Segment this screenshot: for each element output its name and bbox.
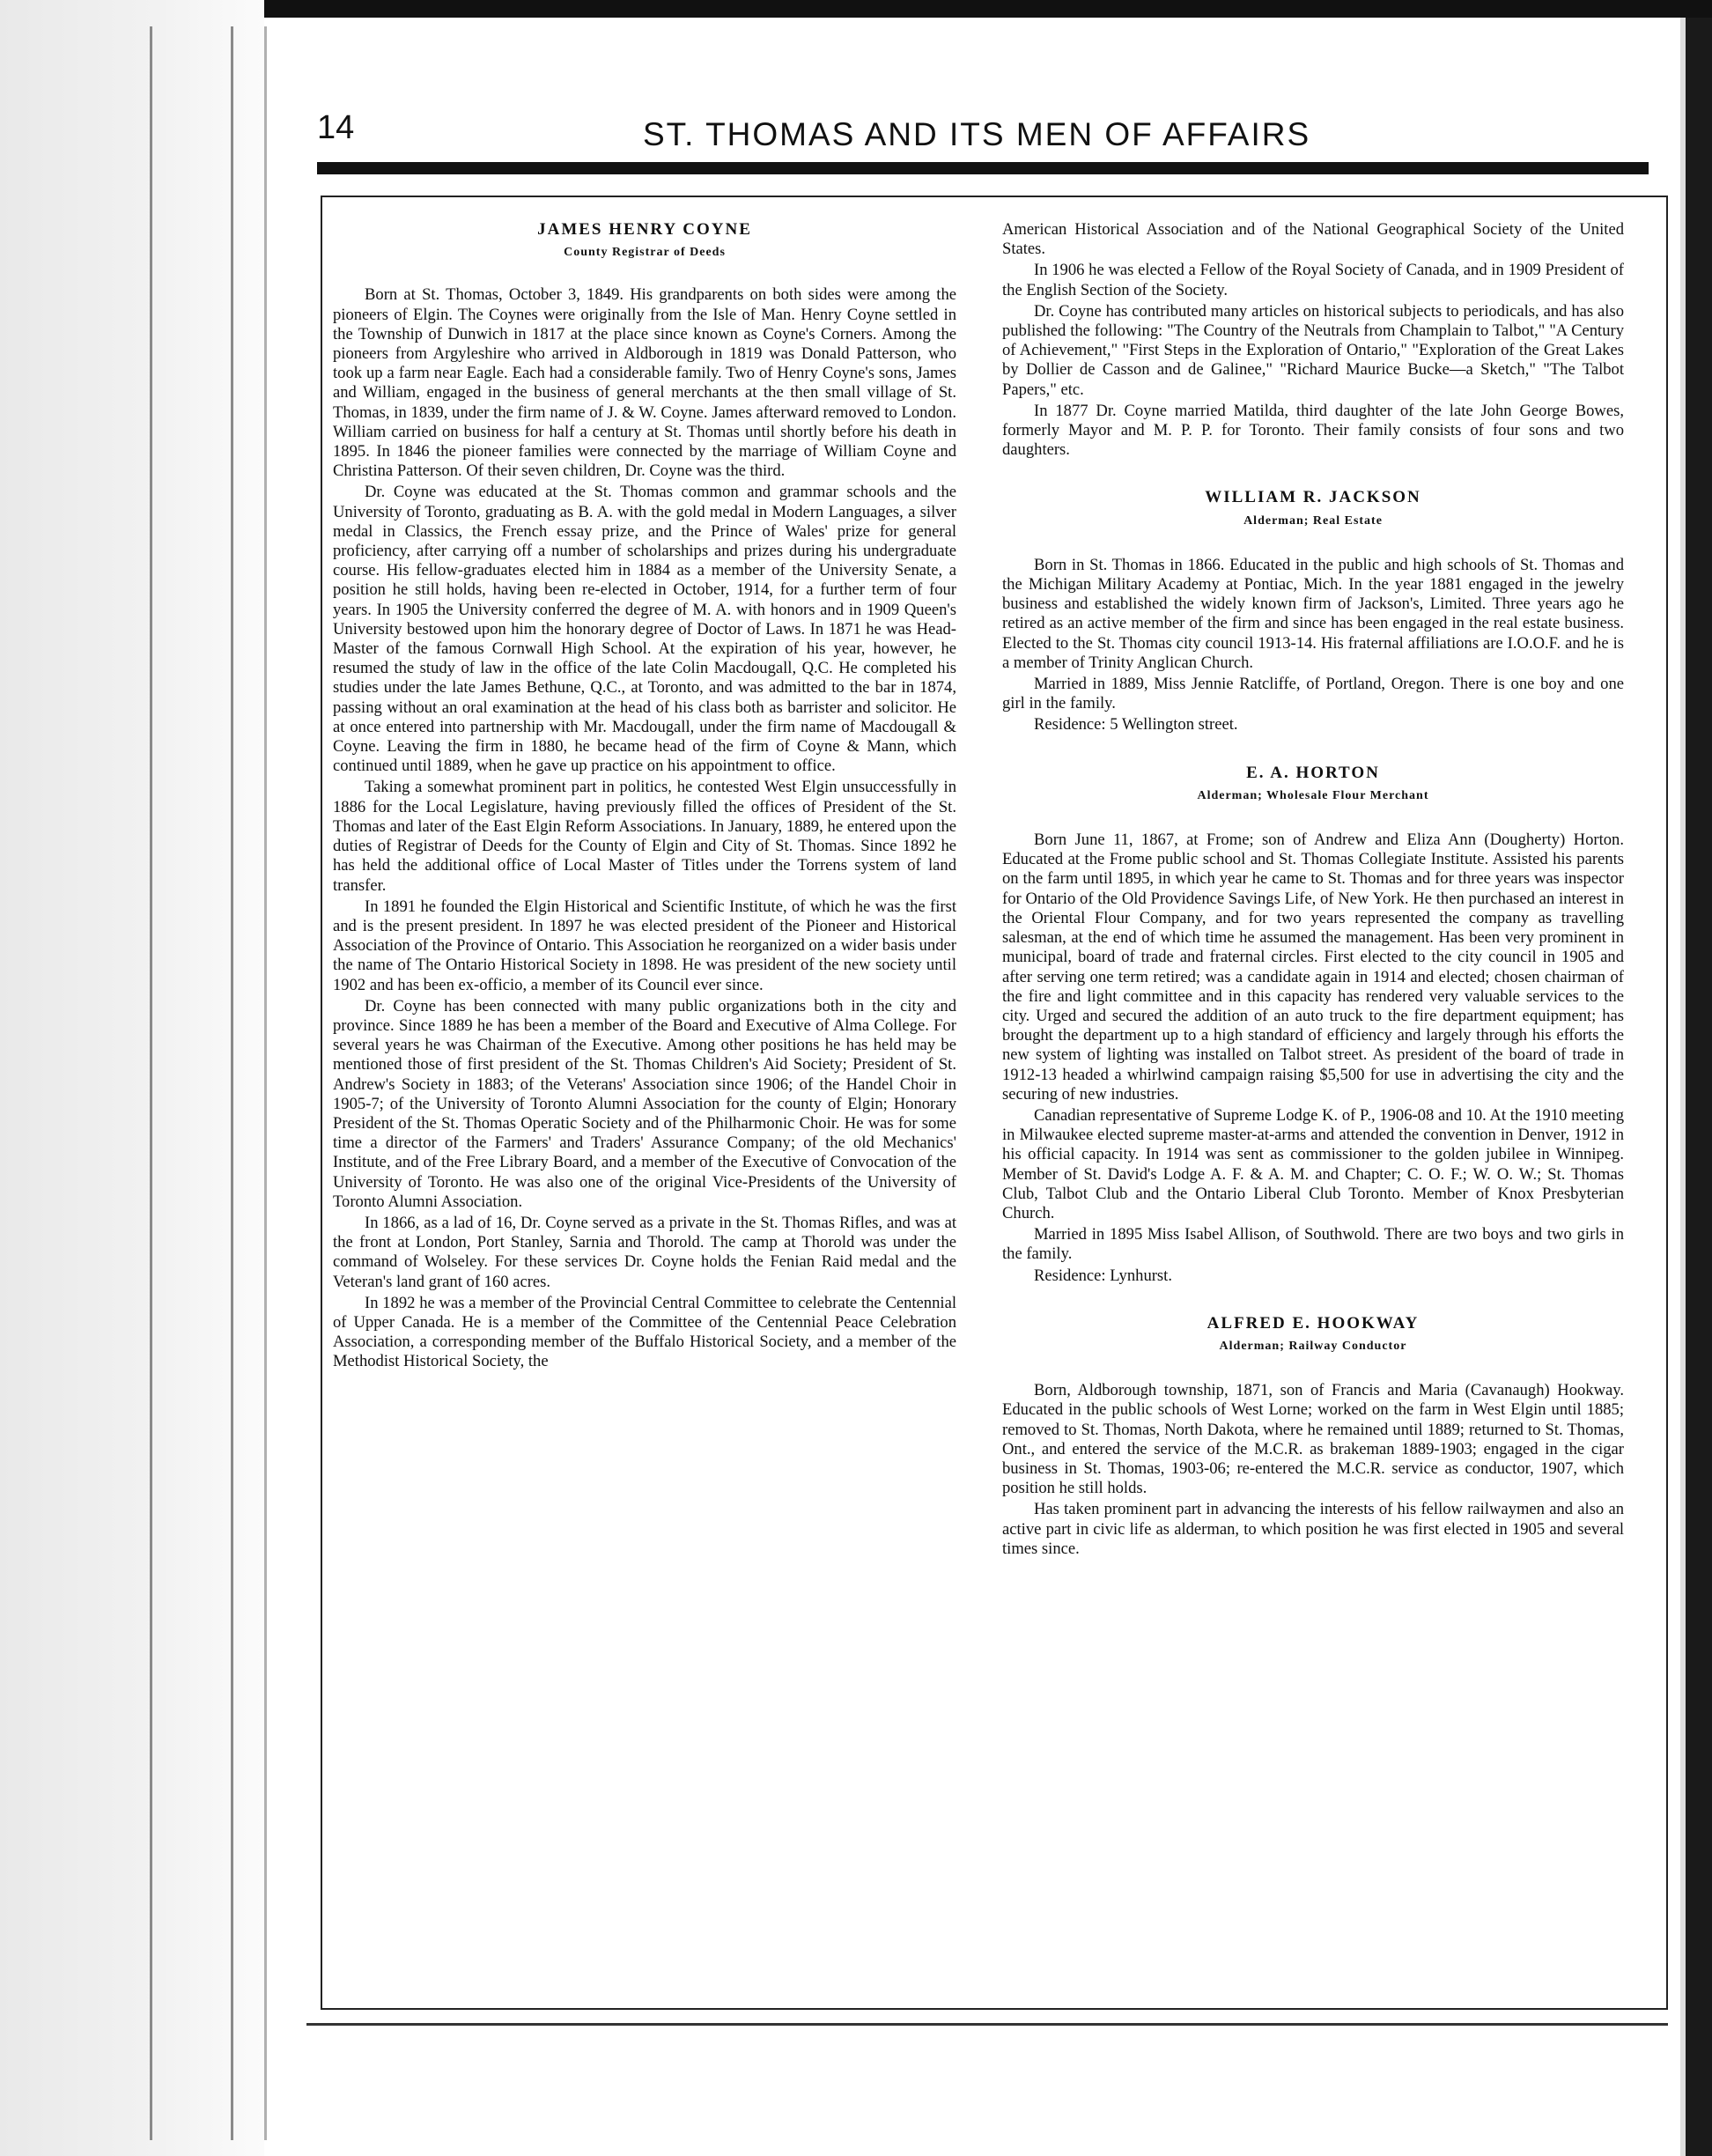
running-title: ST. THOMAS AND ITS MEN OF AFFAIRS: [643, 116, 1311, 152]
hookway-paragraph: Has taken prominent part in advancing the interests of his fellow railwaymen and also an active part in civic life as alderman, to which position he was first elected in 1905 and several times since.: [1002, 1500, 1624, 1558]
coyne-continued-paragraph: Dr. Coyne has contributed many articles on historical subjects to periodicals, and has also published the following: "The Country of the Neutrals from Champlain to Talbot," "A Century of Achievement," "First Steps in the Exploration of Ontario," "Exploration of the Great Lakes by Dollier de Casson and de Galinee," "Richard Maurice Bucke—a Sketch," "The Talbot Papers," etc.: [1002, 301, 1624, 399]
entry-title-jackson: Alderman; Real Estate: [1243, 513, 1383, 528]
horton-paragraph: Married in 1895 Miss Isabel Allison, of Southwold. There are two boys and two girls in the family.: [1002, 1225, 1624, 1264]
right-column: [1002, 220, 1624, 1561]
horton-residence: Residence: Lynhurst.: [1034, 1266, 1172, 1285]
hookway-paragraph: Born, Aldborough township, 1871, son of Francis and Maria (Cavanaugh) Hookway. Educated in the public schools of West Lorne; worked on the farm in West Elgin until 1885; removed to St. Thomas, North Dakota, where he remained until 1889; returned to St. Thomas, Ont., and entered the service of the M.C.R. as brakeman 1889-1903; engaged in the cigar business in St. Thomas, 1903-06; re-entered the M.C.R. service as conductor, 1907, which position he still holds.: [1002, 1381, 1624, 1498]
horton-paragraph: Born June 11, 1867, at Frome; son of Andrew and Eliza Ann (Dougherty) Horton. Educated at the Frome public school and St. Thomas Collegiate Institute. Assisted his parents on the farm until 1895, in which year he came to St. Thomas and for three years was inspector for Ontario of the Old Providence Savings Life, of New York. He then purchased an interest in the Oriental Flour Company, and for two years represented the company as travelling salesman, at the end of which time he assumed the management. Has been very prominent in municipal, board of trade and fraternal circles. First elected to the city council in 1905 and after serving one term retired; was a candidate again in 1914 and elected; chosen chairman of the fire and light committee and in this capacity has rendered very valuable services to the city. Urged and secured the addition of an auto truck to the fire department equipment; has brought the department up to a high standard of efficiency and largely through his efforts the new system of lighting was installed on Talbot street. As president of the board of trade in 1912-13 headed a whirlwind campaign raising $5,500 for use in advertising the city and the securing of new industries.: [1002, 831, 1624, 1104]
jackson-residence: Residence: 5 Wellington street.: [1034, 715, 1238, 735]
horton-paragraph: Canadian representative of Supreme Lodge K. of P., 1906-08 and 10. At the 1910 meeting in Milwaukee elected supreme master-at-arms and attended the convention in Denver, 1912 in his official capacity. In 1914 was sent as commissioner to the golden jubilee in Winnipeg. Member of St. David's Lodge A. F. & A. M. and Chapter; C. O. F.; W. O. W.; St. Thomas Club, Talbot Club and the Ontario Liberal Club Toronto. Member of Knox Presbyterian Church.: [1002, 1105, 1624, 1222]
entry-name-hookway: ALFRED E. HOOKWAY: [1207, 1313, 1420, 1333]
entry-title-horton: Alderman; Wholesale Flour Merchant: [1197, 788, 1429, 802]
entry-title-coyne: County Registrar of Deeds: [564, 246, 726, 260]
book-gutter: [0, 0, 264, 2156]
coyne-paragraph: In 1892 he was a member of the Provincial Central Committee to celebrate the Centennial of Upper Canada. He is a member of the Committee of the Centennial Peace Celebration Association, a corresponding member of the Buffalo Historical Society, and a member of the Methodist Historical Society, the: [333, 1293, 956, 1371]
page-edge-dark: [1686, 18, 1712, 2156]
coyne-paragraph: Born at St. Thomas, October 3, 1849. His grandparents on both sides were among the pioneers of Elgin. The Coynes were originally from the Isle of Man. Henry Coyne settled in the Township of Dunwich in 1817 at the place since known as Coyne's Corners. Among the pioneers from Argyleshire who arrived in Aldborough in 1819 was Donald Patterson, who took up a farm near Eagle. Each had a considerable family. Two of Henry Coyne's sons, James and William, engaged in the business of general merchants at the then small village of St. Thomas, in 1839, under the firm name of J. & W. Coyne. James afterward removed to London. William carried on business for half a century at St. Thomas until shortly before his death in 1895. In 1846 the pioneer families were connected by the marriage of William Coyne and Christina Patterson. Of their seven children, Dr. Coyne was the third.: [333, 285, 956, 481]
entry-title-hookway: Alderman; Railway Conductor: [1219, 1339, 1407, 1353]
left-column: [333, 220, 956, 1374]
entry-name-horton: E. A. HORTON: [1246, 763, 1380, 782]
coyne-paragraph: In 1866, as a lad of 16, Dr. Coyne served as a private in the St. Thomas Rifles, and was at the front at London, Port Stanley, Sarnia and Thorold. The camp at Thorold was under the command of Wolseley. For these services Dr. Coyne holds the Fenian Raid medal and the Veteran's land grant of 160 acres.: [333, 1213, 956, 1291]
coyne-paragraph: Dr. Coyne has been connected with many public organizations both in the city and province. Since 1889 he has been a member of the Board and Executive of Alma College. For several years he was Chairman of the Executive. Among other positions he has held may be mentioned those of first president of the St. Thomas Children's Aid Society; President of St. Andrew's Society in 1883; of the Veterans' Association since 1906; of the Handel Choir in 1905-7; of the University of Toronto Alumni Association for the county of Elgin; Honorary President of the St. Thomas Operatic Society and of the Philharmonic Choir. He was for some time a director of the Farmers' and Traders' Assurance Company; of the old Mechanics' Institute, and of the Free Library Board, and a member of the Executive of Convocation of the University of Toronto. He was also one of the original Vice-Presidents of the University of Toronto Alumni Association.: [333, 996, 956, 1211]
page-number: 14: [317, 109, 355, 146]
gutter-line: [150, 26, 152, 2140]
jackson-paragraph: Born in St. Thomas in 1866. Educated in the public and high schools of St. Thomas and the Michigan Military Academy at Pontiac, Mich. In the year 1881 engaged in the jewelry business and established the widely known firm of Jackson's, Limited. Three years ago he retired as an active member of the firm and since has been engaged in the real estate business. Elected to the St. Thomas city council 1913-14. His fraternal affiliations are I.O.O.F. and he is a member of Trinity Anglican Church.: [1002, 555, 1624, 672]
entry-name-coyne: JAMES HENRY COYNE: [537, 220, 752, 239]
gutter-line: [231, 26, 233, 2140]
footer-rule: [306, 2023, 1668, 2026]
gutter-line: [264, 26, 267, 2140]
jackson-paragraph: Married in 1889, Miss Jennie Ratcliffe, of Portland, Oregon. There is one boy and one girl in the family.: [1002, 675, 1624, 713]
coyne-paragraph: Taking a somewhat prominent part in politics, he contested West Elgin unsuccessfully in 1886 for the Local Legislature, having previously filled the offices of President of the St. Thomas and later of the East Elgin Reform Associations. In January, 1889, he entered upon the duties of Registrar of Deeds for the County of Elgin and City of St. Thomas. Since 1892 he has held the additional office of Local Master of Titles under the Torrens system of land transfer.: [333, 778, 956, 895]
coyne-continued-paragraph: In 1906 he was elected a Fellow of the Royal Society of Canada, and in 1909 President of the English Section of the Society.: [1002, 261, 1624, 299]
coyne-continued-paragraph: In 1877 Dr. Coyne married Matilda, third daughter of the late John George Bowes, formerly Mayor and M. P. P. for Toronto. Their family consists of four sons and two daughters.: [1002, 401, 1624, 460]
coyne-paragraph: In 1891 he founded the Elgin Historical and Scientific Institute, of which he was the first and is the present president. In 1897 he was elected president of the Pioneer and Historical Association of the Province of Ontario. This Association he reorganized on a wider basis under the name of The Ontario Historical Society in 1898. He was president of the new society until 1902 and has been ex-officio, a member of its Council ever since.: [333, 897, 956, 994]
coyne-paragraph: Dr. Coyne was educated at the St. Thomas common and grammar schools and the University of Toronto, graduating as B. A. with the gold medal in Modern Languages, a silver medal in Classics, the French essay prize, and the Prince of Wales' prize for general proficiency, after carrying off a number of scholarships and prizes during his undergraduate course. His fellow-graduates elected him in 1884 as a member of the University Senate, a position he still holds, having been re-elected in October, 1914, for a further term of four years. In 1905 the University conferred the degree of M. A. with honors and in 1909 Queen's University bestowed upon him the honorary degree of Doctor of Laws. In 1871 he was Head-Master of the famous Cornwall High School. At the expiration of his year, however, he resumed the study of law in the office of the late Colin Macdougall, Q.C. He completed his studies under the late James Bethune, Q.C., at Toronto, and was admitted to the bar in 1874, passing without an oral examination at the head of his class both as barrister and solicitor. He at once entered into partnership with Mr. Macdougall, under the firm name of Macdougall & Coyne. Leaving the firm in 1880, he became head of the firm of Coyne & Mann, which continued until 1889, when he gave up practice on his appointment to office.: [333, 483, 956, 776]
header-rule: [317, 162, 1649, 174]
coyne-continued-paragraph: American Historical Association and of the National Geographical Society of the United States.: [1002, 220, 1624, 259]
entry-name-jackson: WILLIAM R. JACKSON: [1205, 488, 1421, 507]
